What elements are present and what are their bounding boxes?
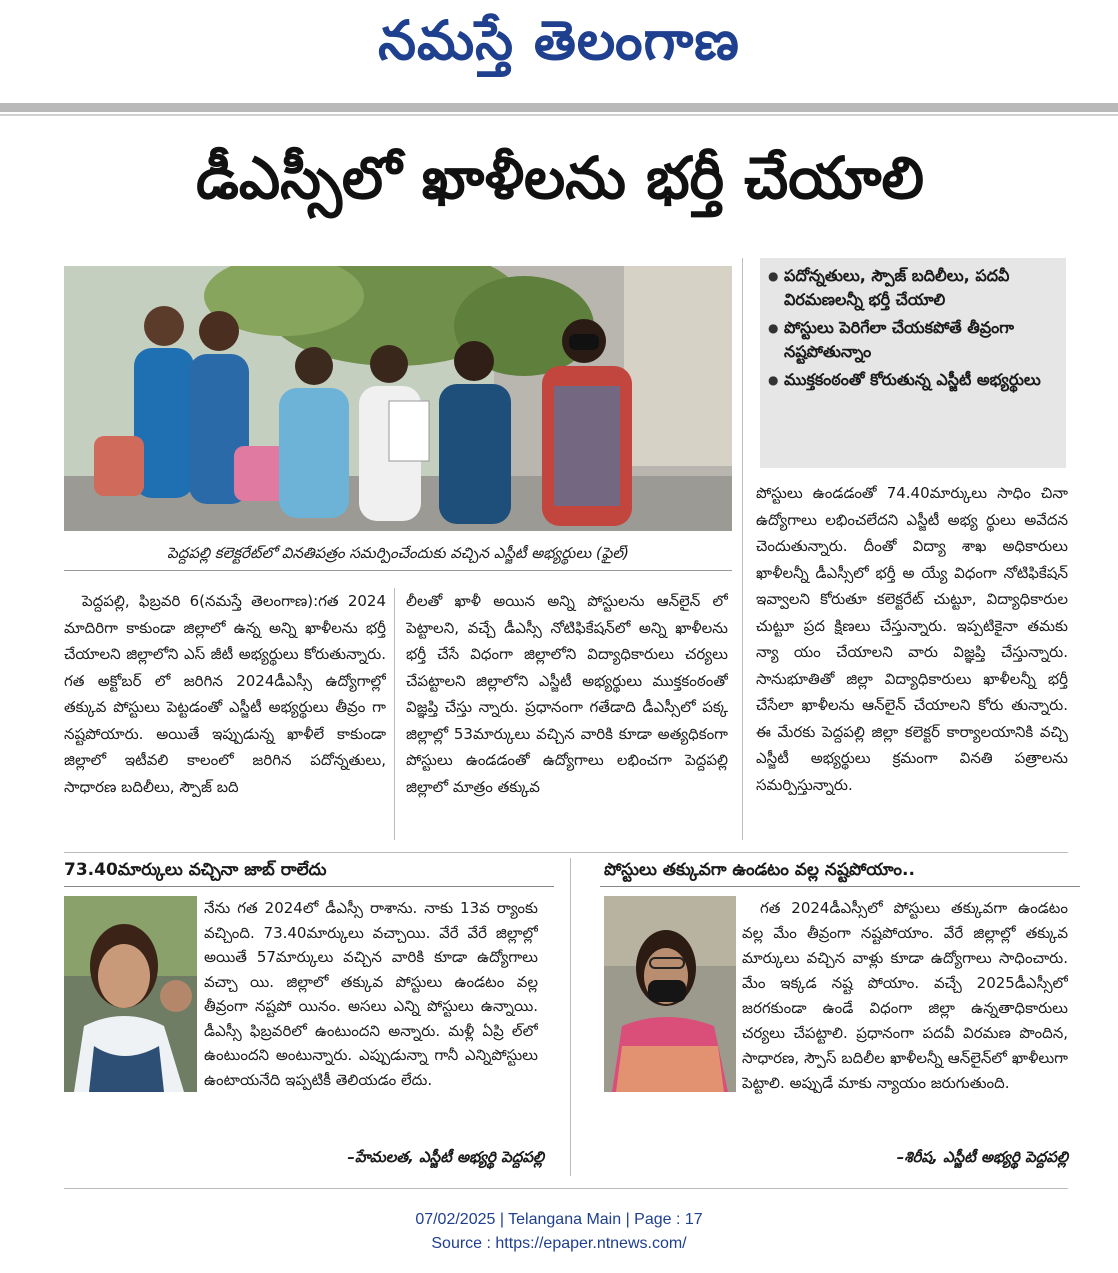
box1-text-block [204,896,538,1142]
section-rule [64,852,1068,853]
page-footer [0,1208,1118,1256]
article-text-3: పోస్టులు ఉండడంతో 74.40మార్కులు సాధిం చినా ఉద్యోగాలు లభించలేదని ఎస్జీటీ అభ్య ర్థులు అవేదన చెందుతున్నారు. దీంతో విద్యా శాఖ అధికారులు ఖాళీలన్నీ డీఎస్సీలో భర్తీ అ య్యే విధంగా నోటిఫికేషన్ ఇవ్వాలని కోరుతూ కలెక్టరేట్ చుట్టూ, విద్యాధికారుల చుట్టూ ప్రద క్షిణలు చేస్తున్నారు. ఇప్పటికైనా తమకు న్యా యం చేయాలని వారు విజ్ఞప్తి చేస్తున్నారు. సానుభూతితో జిల్లా విద్యాధికారులు ఖాళీలన్నీ భర్తీ చేసేలా ఖాళీలను ఆన్‌లైన్ చేయాలని కోరు తున్నారు. ఈ మేరకు పెద్దపల్లి జిల్లా కలెక్టర్ కార్యాలయానికి వచ్చి ఎస్జీటీ అభ్యర్థులు క్రమంగా వినతి పత్రాలను సమర్పిస్తున్నారు. [756,484,1068,794]
masthead-rule-thin [0,114,1118,116]
article-column-1 [64,588,386,840]
box2-portrait [604,896,736,1092]
box2-heading: పోస్టులు తక్కువగా ఉండటం వల్ల నష్టపోయాం.. [604,860,915,880]
footer-edition-info: 07/02/2025 | Telangana Main | Page : 17 [415,1211,703,1228]
box2-text: గత 2024డీఎస్సీలో పోస్టులు తక్కువగా ఉండటం వల్ల మేం తీవ్రంగా నష్టపోయాం. వేరే జిల్లాల్లో తక్కువ మార్కులు వచ్చిన వాళ్లు కూడా ఉద్యోగాలు సాధించారు. మేం ఇక్కడ నష్ట పోయాం. వచ్చే 2025డీఎస్సీలో జరగకుండా ఉండే విధంగా జిల్లా ఉన్నతాధికారులు చర్యలు చేపట్టాలి. ప్రధానంగా పదవీ విరమణ పొందిన, సాధారణ, స్పౌస్ బదిలీల ఖాళీలన్నీ ఆన్‌లైన్‌లో ఖాళీలుగా పెట్టాలి. అప్పుడే మాకు న్యాయం జరుగుతుంది. [742,899,1068,1092]
article-text-2: లీలతో ఖాళీ అయిన అన్ని పోస్టులను ఆన్‌లైన్ లో పెట్టాలని, వచ్చే డీఎస్సీ నోటిఫికేషన్‌లో అన్ని ఖాళీలను భర్తీ చేసే విధంగా జిల్లాలోని విద్యాధికారులు చర్యలు చేపట్టాలని జిల్లాలోని ఎస్జీటీ అభ్యర్థులు ముక్తకంఠంతో విజ్ఞప్తి చేస్తు న్నారు. ప్రధానంగా గతేడాది డీఎస్సీలో పక్క జిల్లాల్లో 53మార్కులు వచ్చిన వారికి కూడా అత్యధికంగా పోస్టులు ఉండడంతో ఉద్యోగాలు లభించగా పెద్దపల్లి జిల్లాలో మాత్రం తక్కువ [406,592,728,796]
main-photo [64,266,732,531]
box2-signature: –శిరీష, ఎస్జీటీ అభ్యర్థి పెద్దపల్లి [896,1148,1068,1166]
group-photo-illustration [64,266,732,531]
box1-heading-rule [64,886,554,887]
masthead-rule [0,103,1118,112]
box1-heading: 73.40మార్కులు వచ్చినా జాబ్ రాలేదు [64,860,327,880]
highlight-item: ● పదోన్నతులు, స్పౌజ్ బదిలీలు, పదవీ విరమణలన్నీ భర్తీ చేయాలి [768,264,1058,312]
portrait-illustration [64,896,197,1092]
bottom-rule [64,1188,1068,1189]
newspaper-logo: నమస్తే తెలంగాణ [378,8,740,72]
box2-heading-rule [600,886,1080,887]
highlight-item: ● ముక్తకంఠంతో కోరుతున్న ఎస్జీటీ అభ్యర్థులు [768,368,1058,392]
caption-rule [64,570,732,571]
headline: డీఎస్సీలో ఖాళీలను భర్తీ చేయాలి [196,144,924,212]
box2-text-block [742,896,1068,1142]
portrait-illustration [604,896,736,1092]
footer-source-link[interactable]: Source : https://epaper.ntnews.com/ [431,1235,687,1252]
highlights-box [760,258,1066,468]
article-column-3 [756,480,1068,842]
article-text-1: పెద్దపల్లి, ఫిబ్రవరి 6(నమస్తే తెలంగాణ):గత 2024 మాదిరిగా కాకుండా జిల్లాలో ఉన్న అన్ని ఖాళీలను భర్తీ చేయాలని జిల్లాలోని ఎస్ జీటీ అభ్యర్థులు కోరుతున్నారు. గత అక్టోబర్ లో జరిగిన 2024డీఎస్సీ ఉద్యోగాల్లో తక్కువ పోస్టులు పెట్టడంతో ఎస్జీటీ అభ్యర్థులు తీవ్రం గా నష్టపోయారు. అయితే ఇప్పుడున్న ఖాళీలే కాకుండా జిల్లాలో ఇటీవలి కాలంలో జరిగిన పదోన్నతులు, సాధారణ బదిలీలు, స్పౌజ్ బది [64,592,386,796]
column-divider [394,588,395,840]
box1-signature: –హేమలత, ఎస్జీటీ అభ్యర్థి పెద్దపల్లి [347,1148,544,1166]
article-column-2 [406,588,728,840]
column-divider [570,858,571,1176]
column-divider [742,258,743,840]
masthead [0,0,1118,100]
photo-caption: పెద్దపల్లి కలెక్టరేట్‌లో వినతిపత్రం సమర్పించేందుకు వచ్చిన ఎస్జీటీ అభ్యర్థులు (ఫైల్) [167,544,629,562]
highlight-item: ● పోస్టులు పెరిగేలా చేయకపోతే తీవ్రంగా నష్టపోతున్నాం [768,316,1058,364]
box1-portrait [64,896,197,1092]
box1-text: నేను గత 2024లో డీఎస్సీ రాశాను. నాకు 13వ ర్యాంకు వచ్చింది. 73.40మార్కులు వచ్చాయి. వేరే వేరే జిల్లాల్లో అయితే 57మార్కులు వచ్చిన వారికి కూడా ఉద్యోగాలు వచ్చా యి. జిల్లాలో తక్కువ పోస్టులు ఉండటం వల్ల తీవ్రంగా నష్టపో యినం. అసలు ఎన్ని పోస్టులు ఉన్నాయి. డీఎస్సీ ఫిబ్రవరిలో ఉంటుందని అన్నారు. మళ్లీ ఏప్రి ల్‌లో ఉంటుందని అంటున్నారు. ఎప్పుడున్నా గానీ ఎన్నిపోస్టులు ఉంటాయనేది ఇప్పటికీ తెలియడం లేదు. [204,899,538,1089]
